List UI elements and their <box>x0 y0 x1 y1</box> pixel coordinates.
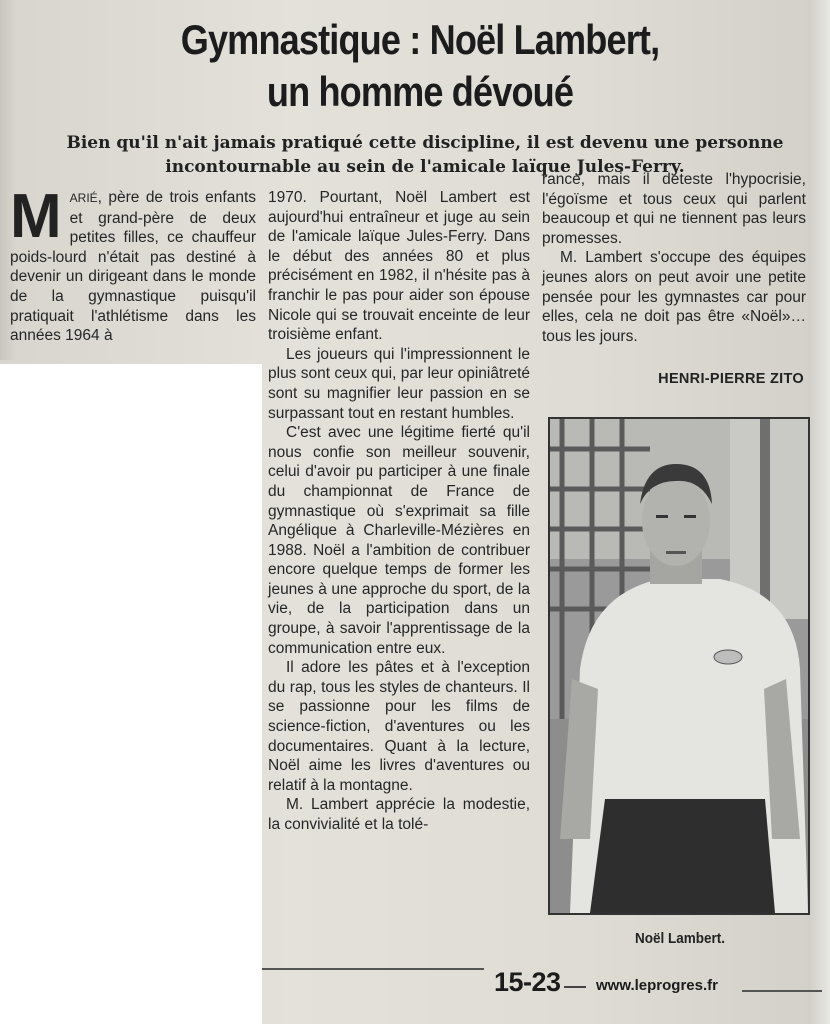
article-column-2 <box>268 188 530 835</box>
page-number: 15-23 <box>494 967 561 997</box>
lead-text: , père de trois enfants et grand-père de deux petites filles, ce chauffeur poids-lourd n'était pas destiné à devenir un dirigeant dans le monde de la gymnastique puisqu'il pratiquait l'athlétisme dans les années 1964 à <box>10 189 256 345</box>
article-column-3 <box>542 170 806 346</box>
subheadline-line-1: Bien qu'il n'ait jamais pratiqué cette discipline, il est devenu une personne <box>66 133 784 153</box>
column-2-paragraph-2: Les joueurs qui l'impressionnent le plus sont ceux qui, par leur opiniâtreté sont su magnifier leur passion en se surpassant tout en restant humbles. <box>268 345 530 422</box>
portrait-photo <box>548 417 810 915</box>
column-2-paragraph-5: M. Lambert apprécie la modestie, la convivialité et la tolé- <box>268 796 530 833</box>
column-3-paragraph-2: M. Lambert s'occupe des équipes jeunes alors on peut avoir une petite pensée pour les gymnastes car pour elles, cela ne doit pas être «Noël»… tous les jours. <box>542 249 806 345</box>
headline-line-1: Gymnastique : Noël Lambert, <box>180 16 660 63</box>
photo-caption: Noël Lambert. <box>635 930 726 947</box>
footer-dash <box>564 986 586 988</box>
column-2-paragraph-3: C'est avec une légitime fierté qu'il nous confie son meilleur souvenir, celui d'avoir pu participer à une finale du championnat de France de gymnastique où s'exprimait sa fille Angélique à Charleville-Mézières en 1988. Noël a l'ambition de contribuer encore quelque temps de former les jeunes à une approche du sport, de la vie, de la participation dans un groupe, à savoir l'apprentissage de la communication entre eux. <box>268 424 530 657</box>
column-2-paragraph-4: Il adore les pâtes et à l'exception du rap, tous les styles de chanteurs. Il se passionne pour les films de science-fiction, d'aventures ou les documentaires. Quant à la lecture, Noël aime les livres d'aventures ou relatif à la montagne. <box>268 659 530 794</box>
column-2-paragraph-1: 1970. Pourtant, Noël Lambert est aujourd'hui entraîneur et juge au sein de l'amicale laïque Jules-Ferry. Dans le début des années 80 et plus précisément en 1982, il n'hésite pas à franchir le pas pour aider son épouse Nicole qui se trouvait enceinte de leur troisième enfant. <box>268 189 530 344</box>
article-column-1 <box>10 182 256 346</box>
footer-rule-right <box>742 990 822 992</box>
portrait-illustration <box>550 419 808 913</box>
drop-cap: M <box>10 182 62 251</box>
subheadline-line-2: incontournable au sein de l'amicale laïque Jules-Ferry. <box>165 157 685 177</box>
column-3-paragraph-1: rance, mais il déteste l'hypocrisie, l'égoïsme et tous ceux qui parlent beaucoup et qui ne tiennent pas leurs promesses. <box>542 171 806 247</box>
website-url: www.leprogres.fr <box>596 977 718 994</box>
footer-rule-left <box>262 968 484 970</box>
author-byline: HENRI-PIERRE ZITO <box>658 371 804 387</box>
blank-redacted-area <box>0 364 262 1024</box>
lead-smallcaps: ARIÉ <box>69 191 98 205</box>
lead-paragraph <box>10 182 256 346</box>
headline-line-2: un homme dévoué <box>266 68 574 115</box>
